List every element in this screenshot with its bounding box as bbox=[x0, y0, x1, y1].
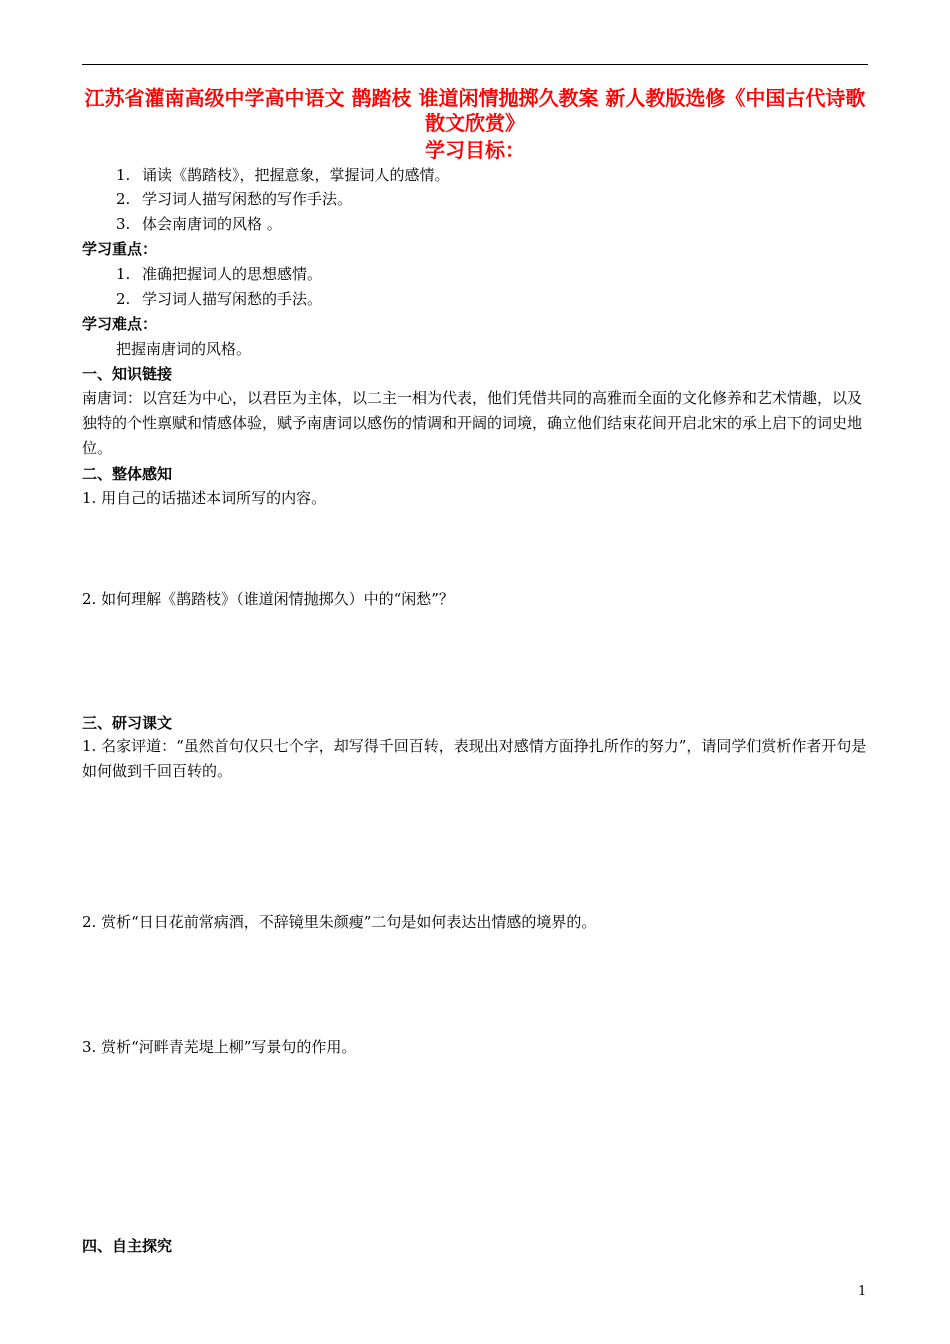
difficulties-heading: 学习难点： bbox=[82, 315, 158, 333]
section4-heading: 四、自主探究 bbox=[82, 1237, 173, 1255]
key-point-text: 准确把握词人的思想感情。 bbox=[142, 265, 323, 283]
list-number: 3. bbox=[116, 215, 131, 233]
section3-question-2: 2. 赏析“日日花前常病酒，不辞镜里朱颜瘦”二句是如何表达出情感的境界的。 bbox=[82, 913, 597, 931]
list-number: 2. bbox=[116, 190, 131, 208]
objective-item-2 bbox=[116, 189, 352, 209]
section3-question-3: 3. 赏析“河畔青芜堤上柳”写景句的作用。 bbox=[82, 1038, 357, 1056]
list-number: 2. bbox=[116, 290, 131, 308]
objective-item-3 bbox=[116, 214, 282, 234]
objective-text: 学习词人描写闲愁的写作手法。 bbox=[142, 190, 353, 208]
key-point-item-1 bbox=[116, 264, 322, 284]
document-title: 江苏省灌南高级中学高中语文 鹊踏枝 谁道闲情抛掷久教案 新人教版选修《中国古代诗歌散文欣赏》 bbox=[84, 86, 866, 135]
key-points-heading: 学习重点： bbox=[82, 240, 158, 258]
key-point-item-2 bbox=[116, 289, 322, 309]
list-number: 1. bbox=[116, 166, 131, 184]
header-rule bbox=[82, 64, 868, 65]
difficulties-text: 把握南唐词的风格。 bbox=[116, 340, 252, 358]
section1-heading: 一、知识链接 bbox=[82, 365, 173, 383]
section2-question-2: 2. 如何理解《鹊踏枝》（谁道闲情抛掷久）中的“闲愁”？ bbox=[82, 590, 454, 608]
list-number: 1. bbox=[116, 265, 131, 283]
objective-text: 体会南唐词的风格 。 bbox=[142, 215, 282, 233]
section2-heading: 二、整体感知 bbox=[82, 465, 173, 483]
objective-item-1 bbox=[116, 165, 450, 185]
objectives-heading: 学习目标： bbox=[425, 138, 525, 162]
section2-question-1: 1. 用自己的话描述本词所写的内容。 bbox=[82, 489, 327, 507]
section1-paragraph: 南唐词：以宫廷为中心，以君臣为主体，以二主一相为代表，他们凭借共同的高雅而全面的文化修养和艺术情趣，以及独特的个性禀赋和情感体验，赋予南唐词以感伤的情调和开阔的词境，确立他们结束花间开启北宋的承上启下的词史地位。 bbox=[82, 389, 863, 457]
section3-question-1: 1. 名家评道：“虽然首句仅只七个字，却写得千回百转，表现出对感情方面挣扎所作的努力”，请同学们赏析作者开句是如何做到千回百转的。 bbox=[82, 737, 867, 780]
objective-text: 诵读《鹊踏枝》，把握意象，掌握词人的感情。 bbox=[142, 166, 450, 184]
key-point-text: 学习词人描写闲愁的手法。 bbox=[142, 290, 323, 308]
page-number: 1 bbox=[858, 1284, 867, 1299]
section3-heading: 三、研习课文 bbox=[82, 714, 173, 732]
